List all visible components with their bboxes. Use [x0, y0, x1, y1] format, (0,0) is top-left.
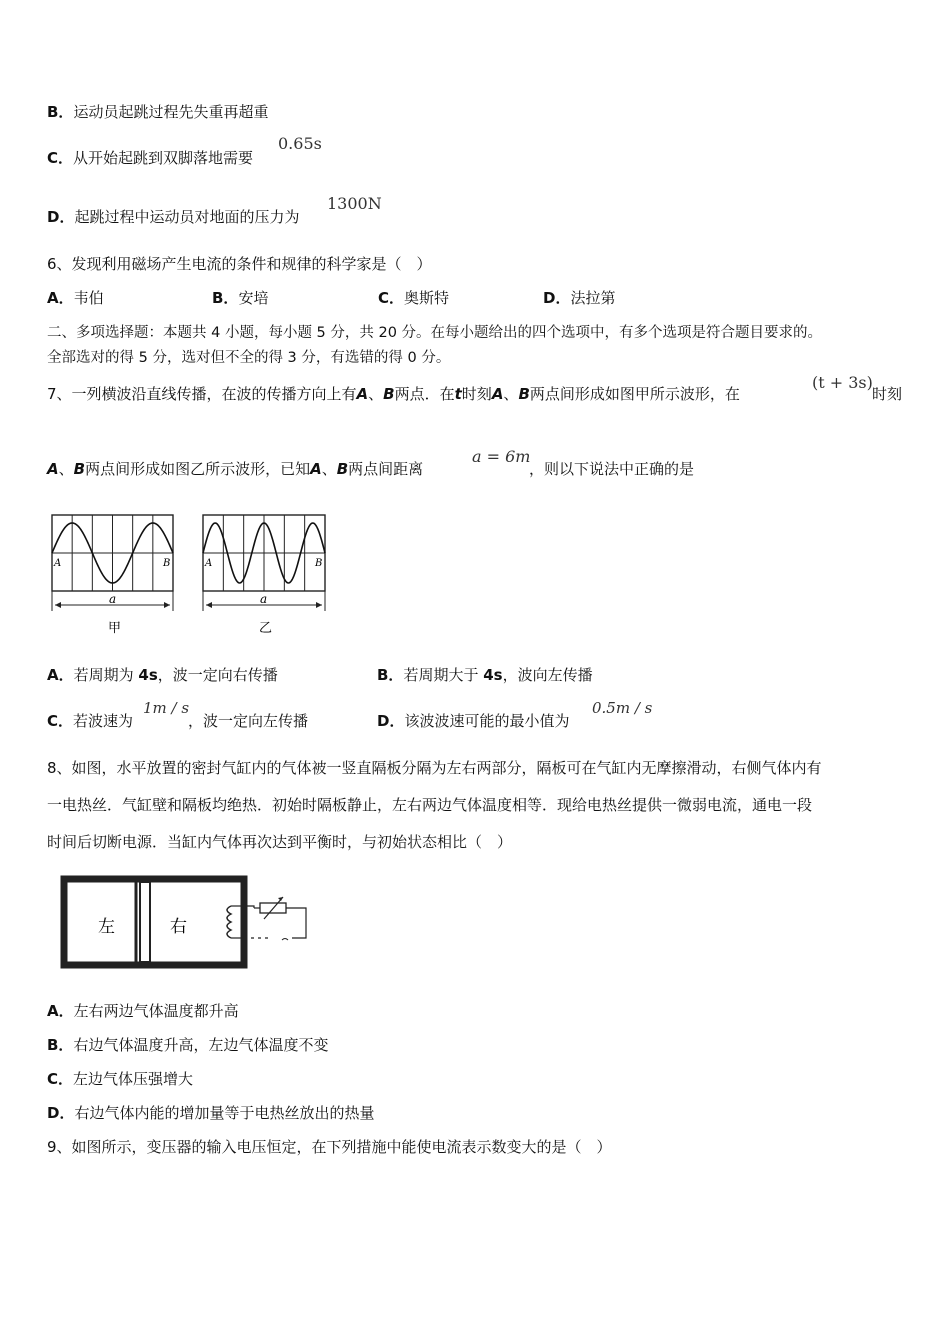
option-text: 若波速为 — [73, 712, 134, 730]
q8-option-b — [47, 1035, 328, 1055]
switch-contact — [282, 939, 288, 941]
option-text: 左边气体压强增大 — [73, 1070, 194, 1088]
option-label: C． — [47, 1070, 74, 1088]
text: 、 — [58, 460, 74, 478]
q8-option-a — [47, 1001, 239, 1021]
q5-force-math: 1300N — [327, 194, 382, 213]
section-2-instructions: 全部选对的得 5 分，选对但不全的得 3 分，有选错的得 0 分。 — [47, 350, 451, 366]
option-value: 4s — [138, 666, 158, 684]
q7-option-a — [47, 665, 278, 685]
wave-figure — [46, 508, 336, 640]
caption-yi: 乙 — [259, 621, 273, 636]
q7-distance-math: a = 6m — [472, 447, 531, 466]
text: 时刻 — [461, 385, 492, 403]
dist-label: a — [260, 592, 268, 606]
point-a: A — [47, 460, 59, 478]
option-text: 右边气体内能的增加量等于电热丝放出的热量 — [74, 1104, 375, 1122]
wire — [286, 908, 306, 938]
option-text: 左右两边气体温度都升高 — [73, 1002, 239, 1020]
option-label: C． — [47, 712, 74, 730]
text: 7、一列横波沿直线传播，在波的传播方向上有 — [47, 385, 357, 403]
point-a: A — [310, 460, 322, 478]
caption-jia: 甲 — [108, 621, 122, 636]
q7-stem-line2 — [47, 459, 423, 479]
section-2-heading: 二、多项选择题：本题共 4 小题，每小题 5 分，共 20 分。在每小题给出的四个选项中，有多个选项是符合题目要求的。 — [47, 325, 823, 341]
q7-stem-line1 — [47, 384, 740, 404]
option-label: D． — [47, 1104, 75, 1122]
text: 、 — [503, 385, 519, 403]
cylinder-figure — [58, 872, 316, 972]
option-text: 该波波速可能的最小值为 — [404, 712, 570, 730]
option-label: D． — [377, 712, 405, 730]
option-label: B． — [47, 103, 74, 121]
q5-time-math: 0.65s — [278, 134, 322, 153]
text: 两点间形成如图乙所示波形，已知 — [85, 460, 311, 478]
text: 两点间形成如图甲所示波形，在 — [529, 385, 740, 403]
cylinder-wall — [64, 879, 244, 965]
heater-coil-icon — [227, 906, 231, 938]
q6-stem: 6、发现利用磁场产生电流的条件和规律的科学家是（ ） — [47, 255, 432, 273]
option-value: 4s — [483, 666, 503, 684]
q8-stem-line3: 时间后切断电源．当缸内气体再次达到平衡时，与初始状态相比（ ） — [47, 833, 513, 851]
q7-min-speed-math: 0.5m / s — [592, 699, 653, 717]
point-b: B — [383, 385, 395, 403]
q6-option-d — [543, 288, 615, 308]
option-text: ，波向左传播 — [502, 666, 593, 684]
option-label: B． — [212, 289, 239, 307]
rheostat-arrow — [264, 897, 283, 919]
point-b: B — [73, 460, 86, 478]
option-text: 起跳过程中运动员对地面的压力为 — [74, 208, 300, 226]
label-b: B — [163, 558, 171, 569]
label-a: A — [205, 558, 213, 569]
option-text: 法拉第 — [570, 289, 616, 307]
point-a: A — [356, 385, 369, 403]
q5-option-d — [47, 207, 299, 227]
option-label: C． — [378, 289, 405, 307]
option-text: 韦伯 — [73, 289, 104, 307]
option-label: D． — [543, 289, 571, 307]
option-label: C． — [47, 149, 74, 167]
left-chamber-label: 左 — [98, 917, 115, 937]
option-label: B． — [47, 1036, 74, 1054]
q7-option-d — [377, 711, 569, 731]
q7-option-c-end: ，波一定向左传播 — [188, 712, 309, 730]
q5-option-b — [47, 102, 268, 122]
option-text: ，波一定向右传播 — [157, 666, 278, 684]
option-label: D． — [47, 208, 75, 226]
q9-stem: 9、如图所示，变压器的输入电压恒定，在下列措施中能使电流表示数变大的是（ ） — [47, 1138, 612, 1156]
q6-option-a — [47, 288, 104, 308]
option-text: 若周期为 — [73, 666, 139, 684]
option-text: 运动员起跳过程先失重再超重 — [73, 103, 269, 121]
partition-plate — [140, 882, 150, 962]
right-chamber-label: 右 — [170, 917, 187, 937]
text: 、 — [321, 460, 337, 478]
text: 两点．在 — [394, 385, 455, 403]
q8-stem-line1: 8、如图，水平放置的密封气缸内的气体被一竖直隔板分隔为左右两部分，隔板可在气缸内无摩擦滑动，右侧气体内有 — [47, 759, 822, 777]
wave-panel-right — [203, 515, 325, 636]
option-text: 右边气体温度升高，左边气体温度不变 — [73, 1036, 329, 1054]
q7-speed-math: 1m / s — [143, 699, 190, 717]
q7-option-c — [47, 711, 133, 731]
label-a: A — [54, 558, 62, 569]
dist-label: a — [109, 592, 117, 606]
option-text: 安培 — [238, 289, 269, 307]
option-text: 若周期大于 — [403, 666, 484, 684]
point-b: B — [336, 460, 349, 478]
q5-option-c — [47, 148, 253, 168]
q8-stem-line2: 一电热丝．气缸壁和隔板均绝热．初始时隔板静止，左右两边气体温度相等．现给电热丝提供一微弱电流，通电一段 — [47, 796, 813, 814]
option-label: A． — [47, 289, 74, 307]
point-b: B — [518, 385, 530, 403]
option-text: 奥斯特 — [404, 289, 450, 307]
label-b: B — [315, 558, 323, 569]
option-label: A． — [47, 1002, 74, 1020]
q8-option-d — [47, 1103, 374, 1123]
option-label: B． — [377, 666, 404, 684]
text: 两点间距离 — [348, 460, 424, 478]
q7-stem-line2-end: ，则以下说法中正确的是 — [529, 460, 695, 478]
option-label: A． — [47, 666, 74, 684]
q7-option-b — [377, 665, 593, 685]
rheostat-arrowhead — [278, 897, 283, 901]
time-t: t — [454, 385, 462, 403]
text: 、 — [368, 385, 384, 403]
q6-option-c — [378, 288, 449, 308]
wave-panel-left — [52, 515, 173, 636]
q7-stem-line1-end: 时刻 — [872, 385, 903, 403]
option-text: 从开始起跳到双脚落地需要 — [73, 149, 254, 167]
q8-option-c — [47, 1069, 193, 1089]
q6-option-b — [212, 288, 268, 308]
point-a: A — [491, 385, 504, 403]
q7-time-math: (t + 3s) — [812, 373, 873, 392]
